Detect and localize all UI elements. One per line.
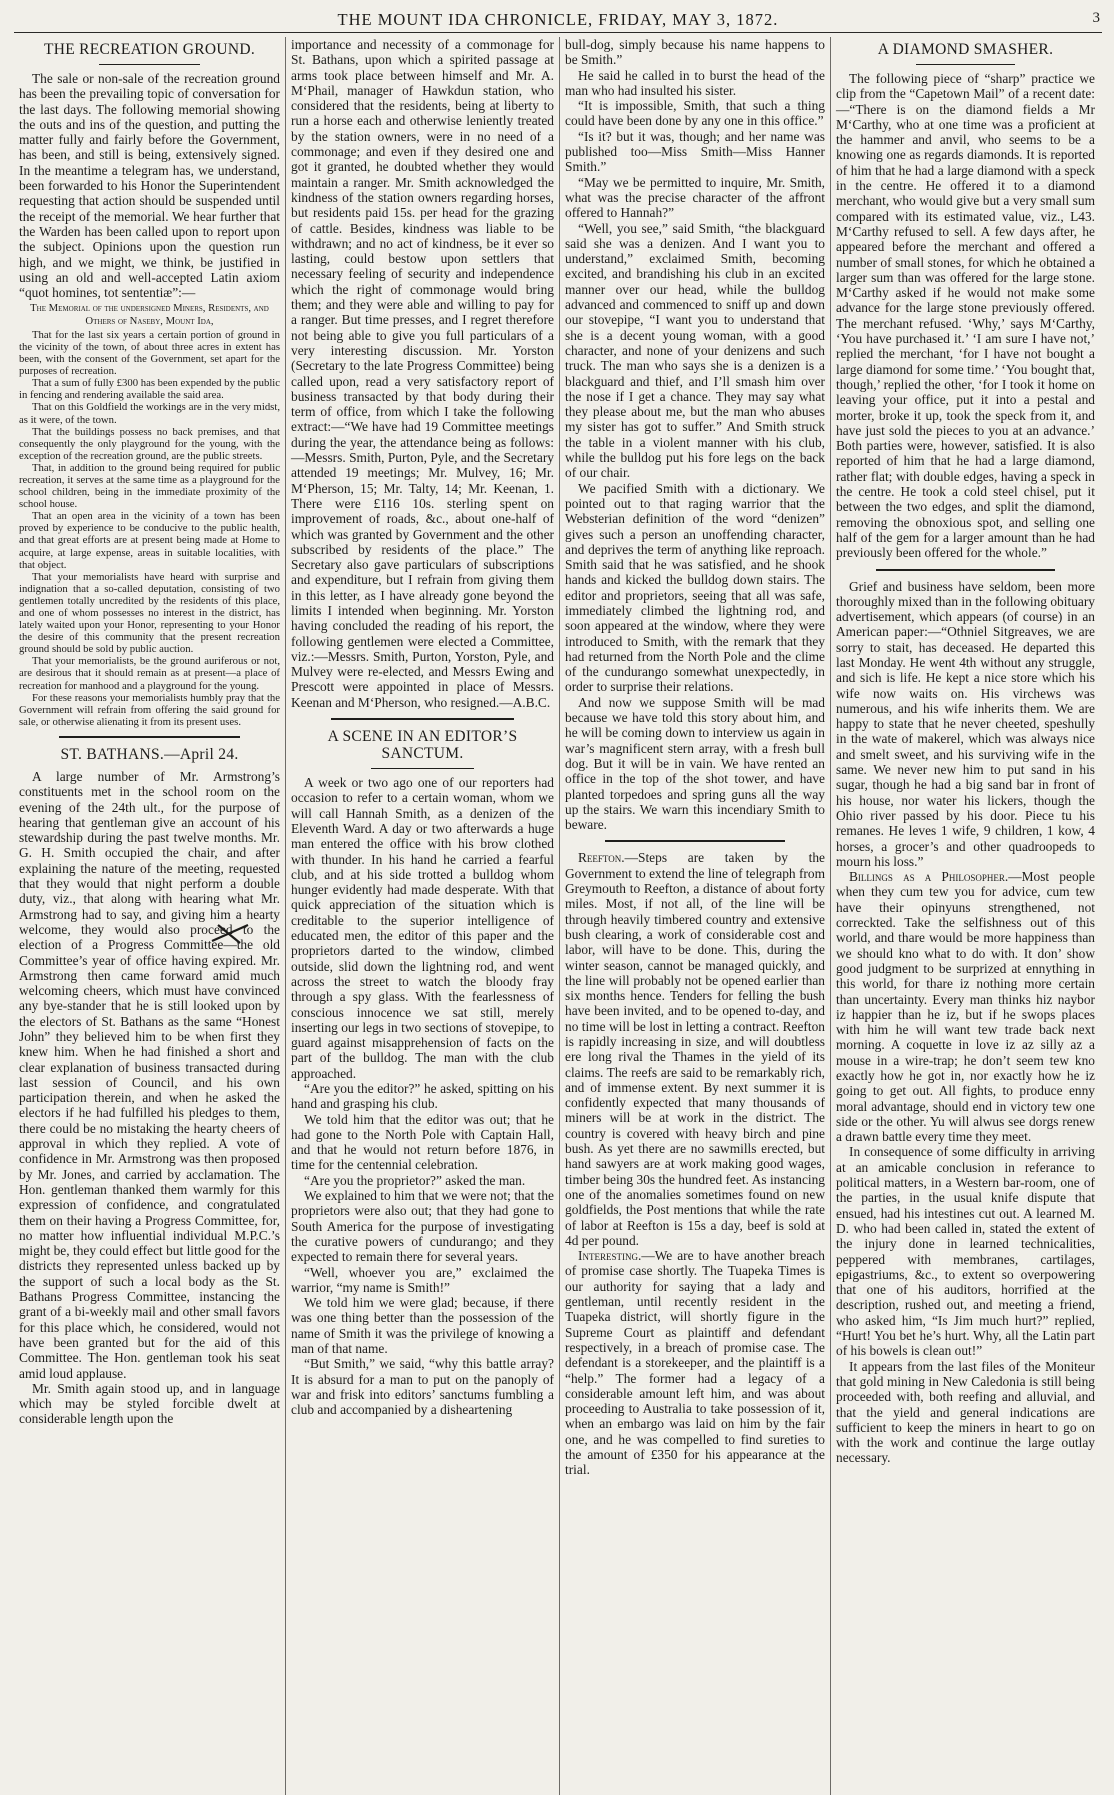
section-divider — [59, 736, 240, 738]
memorial-clause: That an open area in the vicinity of a town has been proved by experience to be conducive to the public health, and that great efforts are at present being made at Home to acquire, at large expense, areas in suitable localities, with that object. — [19, 510, 280, 571]
sanctum-paragraph: He said he called in to burst the head of the man who had insulted his sister. — [565, 67, 825, 98]
memorial-clause: For these reasons your memorialists humbly pray that the Government will refrain from offering the said ground for sale, or otherwise alienating it from its present uses. — [19, 691, 280, 728]
sanctum-paragraph: “It is impossible, Smith, that such a thing could have been done by any one in this office.” — [565, 98, 825, 129]
interesting-paragraph — [565, 1248, 825, 1477]
billings-paragraph — [836, 869, 1095, 1144]
divider — [371, 768, 474, 769]
sanctum-paragraph: “Well, you see,” said Smith, “the blackguard said she was a denizen. And I want you to understand,” exclaimed Smith, becoming excited, and brandishing his club in an excited manner over our head, while the bulldog advanced and commenced to sniff up and down our stovepipe, “I want you to understand that she is a decent young woman, with a good character, and none of your denizens and such truck. The man who says she is a denizen is a blackguard and thief, and I’ll smash him over the nose if I get a chance. They may say what they please about me, but the man who abuses my sister has got to suffer.” And Smith struck the table in a violent manner with his club, while the bulldog put his fore legs on the back of our chair. — [565, 220, 825, 481]
sanctum-paragraph: “Well, whoever you are,” exclaimed the warrior, “my name is Smith!” — [291, 1264, 554, 1295]
memorial-clause: That for the last six years a certain portion of ground in the vicinity of the town, of about three acres in extent has been, with the consent of the Government, set apart for the purposes of recreation. — [19, 328, 280, 378]
sanctum-paragraph: “But Smith,” we said, “why this battle array? It is absurd for a man to put on the panoply of war and frisk into editors’ sanctums fumbling a club and accompanied by a disheartening — [291, 1356, 554, 1418]
billings-label: Billings as a Philosopher. — [849, 869, 1009, 885]
obituary-paragraph: Grief and business have seldom, been more thoroughly mixed than in the following obituary advertisement, which appears (of course) in an American paper:—“Othniel Sitgreaves, we are sorry to stait, has deceased. He departed this last Monday. He went 4th without any struggle, and sich is life. He kept a nice store which his wife now waits on. His virchews was numerous, and his wife inherits them. We are happy to state that he never cheeted, speshully in the wate of makerel, which was always nice and smelt sweet, and his surviving wife in the same. We never new him to put sand in his sugar, though he had a big sand bar in front of his house, nor water his lickers, though the Ohio river passed by his door. Piece tu his remanes. He leves 1 wife, 9 children, 1 kow, 4 horses, a grocer’s and other quadroopeds to mourn his loss.” — [836, 578, 1095, 869]
st-bathans-paragraph: Mr. Smith again stood up, and in language which may be styled forcible dwelt at considerable length upon the — [19, 1380, 280, 1427]
recreation-ground-intro: The sale or non-sale of the recreation ground has been the prevailing topic of conversation for the last days. The following memorial showing the outs and ins of the question, and putting the matter fully and fairly before the Government, has been, and still is being, extensively signed. In the meantime a telegram has, we understand, been forwarded to his Honor the Superintendent requesting that action should be suspended until the receipt of the memorial. We hear further that the Warden has been called upon to report upon the subject. Opinions upon the question run high, and we might, we think, be justified in using an old and well-accepted Latin axiom “quot homines, tot sententiæ”:— — [19, 71, 280, 301]
interesting-text: —We are to have another breach of promise case shortly. The Tuapeka Times is our authority for saying that a lady and gentleman, until recently resident in the Tuapeka district, will shortly figure in the Supreme Court as plaintiff and defendant respectively, in a breach of promise case. The defendant is a storekeeper, and the plaintiff is a “help.” The former had a legacy of a considerable amount left him, and was about proceeding to Australia to take possession of it, when an embargo was laid on him by the fair one, and he was compelled to find sureties to the amount of £350 for his appearance at the trial. — [565, 1248, 825, 1478]
memorial-clause: That, in addition to the ground being required for public recreation, it serves at the same time as a playground for the school children, being in the immediate proximity of the school house. — [19, 461, 280, 511]
sanctum-paragraph: We told him we were glad; because, if there was one thing better than the possession of the name of Smith it was the privilege of knowing a man of that name. — [291, 1295, 554, 1357]
memorial-clause: That on this Goldfield the workings are in the very midst, as it were, of the town. — [19, 401, 280, 426]
column-2 — [285, 37, 559, 1795]
memorial-clause: That a sum of fully £300 has been expended by the public in fencing and rendering available the said area. — [19, 377, 280, 402]
recreation-ground-heading: THE RECREATION GROUND. — [43, 41, 256, 58]
sanctum-paragraph: “Are you the proprietor?” asked the man. — [304, 1172, 526, 1188]
memorial-clause: That your memorialists have heard with surprise and indignation that a so-called deputation, consisting of two gentlemen totally uncredited by the residents of this place, and one of whom possesses no interest in the district, has lately waited upon your Honor, representing to your Honor the desire of this community that the present recreation ground should be sold by public auction. — [19, 570, 280, 656]
interesting-label: Interesting. — [578, 1248, 642, 1264]
reefton-paragraph — [565, 850, 825, 1248]
reefton-label: Reefton. — [578, 850, 625, 866]
memorial-clause: That your memorialists, be the ground auriferous or not, are desirous that it should remain as at present—a place of recreation for manhood and a playground for the young. — [19, 655, 280, 692]
column-3 — [559, 37, 830, 1795]
sanctum-paragraph: “Is it? but it was, though; and her name was published too—Miss Smith—Miss Hanner Smith.” — [565, 128, 825, 175]
section-divider — [876, 569, 1055, 571]
western-bar-room-paragraph: In consequence of some difficulty in arriving at an amicable conclusion in referance to political matters, in a Western bar-room, one of the parties, in the usual knife dispute that ensued, had his intestines cut out. A learned M. D. who had been called in, stated the extent of the injury done in learned technicalities, peppered with membranes, cartilages, epigastriums, &c., to extent so overpowering that one of his auditors, horrified at the description, rushed out, and meeting a friend, who asked him, “Is Jim much hurt?” replied, “Hurt! You bet he’s hurt. Why, all the Latin part of his bowels is clean out!” — [836, 1144, 1095, 1359]
sanctum-paragraph: And now we suppose Smith will be mad because we have told this story about him, and he will be coming down to interview us again in war’s magnificent stern array, with a fresh bull dog. But it will be in vain. We have rented an office in the top of the shot tower, and have planted torpedoes and spring guns all the way up the stairs. We warn this incendiary Smith to beware. — [565, 694, 825, 833]
st-bathans-heading: ST. BATHANS.—April 24. — [60, 745, 239, 763]
sanctum-paragraph: We explained to him that we were not; that the proprietors were also out; that they had gone to South America for the purpose of investigating the curative powers of cundurango; and they expected to remain there for several years. — [291, 1188, 554, 1265]
new-caledonia-paragraph: It appears from the last files of the Moniteur that gold mining in New Caledonia is still being proceeded with, both reefing and alluvial, and that the yield and general indications are sufficient to keep the miners in heart to go on with the work and continue the large outlay necessary. — [836, 1358, 1095, 1466]
divider — [99, 64, 200, 65]
section-divider — [331, 718, 514, 720]
diamond-paragraph: The following piece of “sharp” practice we clip from the “Capetown Mail” of a recent date:—“There is on the diamond fields a Mr M‘Carthy, who at one time was a proficient at the hammer and anvil, who seems to be a knowing one as regards diamonds. It is reported of him that he had a large diamond with a speck in the centre. He offered it to a diamond merchant, who would give but a very small sum compared with its estimated value, viz., L43. M‘Carthy refused to sell. A few days after, he appeared before the merchant and offered a number of small stones, for which he obtained a larger sum than was offered for the large stone. M‘Carthy asked if he would not make some advance for the large stone previously offered. The merchant refused. ‘Why,’ says M‘Carthy, ‘You have purchased it.’ ‘I am sure I have not,’ replied the merchant, ‘for I have not bought a large diamond for some time.’ ‘You bought that, though,’ replied the other, ‘for I took it home on leaving your office, put it into a pestal and morter, broke it up, took the speck from it, and have just sold the pieces to you at an advance.’ Both parties were, however, satisfied. It is also reported of him that he had a large diamond, rather flat; with double edges, having a speck in the centre. He took a cold steel chisel, put it between the two edges, and split the diamond, removing the obnoxious spot, and selling one half of the gem for a larger amount than he had previously been offered for the whole.” — [836, 71, 1095, 561]
sanctum-paragraph: “Are you the editor?” he asked, spitting on his hand and grasping his club. — [291, 1081, 554, 1112]
page-number: 3 — [1092, 10, 1100, 26]
column-4 — [830, 37, 1100, 1795]
memorial-heading: The Memorial of the undersigned Miners, Residents, and Others of Naseby, Mount Ida, — [30, 302, 269, 327]
sanctum-continued: bull-dog, simply because his name happens to be Smith.” — [565, 37, 825, 68]
column-1 — [14, 37, 285, 1795]
article-columns — [14, 37, 1102, 1795]
reefton-text: —Steps are taken by the Government to extend the line of telegraph from Greymouth to Reefton, a distance of about forty miles. Most, if not all, of the line will be through heavily timbered country and extensive bush clearing, a work of considerable cost and labor, will have to be done. This, during the winter season, cannot be managed quickly, and the line will probably not be opened earlier than six months hence. Tenders for felling the bush have been invited, and to be opened to-day, and no time will be lost in letting a contract. Reefton is rapidly increasing in size, and will doubtless ere long rival the Thames in the yield of its claims. The reefs are said to be remarkably rich, and of immense extent. By next summer it is confidently expected that many thousands of miners will be at work in the district. The country is covered with heavy birch and pine bush. As yet there are no sawmills erected, but hand sawyers are at work making good wages, timber being 30s the hundred feet. As instancing one of the anomalies sometimes found on new goldfields, the Post mentions that while the rate of labor at Reefton is 15s a day, beef is sold at 4d per pound. — [565, 850, 825, 1248]
pen-mark-icon — [210, 921, 250, 945]
sanctum-paragraph: “May we be permitted to inquire, Mr. Smith, what was the precise character of the affront offered to Hannah?” — [565, 174, 825, 221]
billings-text: —Most people when they cum tew you for advice, cum tew have their opinyuns strengthened, not correckted. Take the selfishness out of this world, and thare would be more happiness than we should kno what to do with. It don’ show good judgment to be surprized at ennything in this world, for thare iz nothing more certain than uncertainty. Every man thinks hiz naybor iz happier than he iz, but if he swops places with him he will want tew trade back next morning. A coquette in love iz az silly az a mouse in a wire-trap; he don’t seem tew kno exactly how he got in, nor exactly how he iz going to get out. All fights, to produce enny moral advantage, should end in victory tew one side or the other. Yu will alwus see dorgs renew a drawn battle every time they meet. — [836, 869, 1095, 1145]
st-bathans-paragraph: A large number of Mr. Armstrong’s constituents met in the school room on the evening of the 24th ult., for the purpose of hearing that gentleman give an account of his stewardship during the past twelve months. Mr. G. H. Smith occupied the chair, and after explaining the nature of the meeting, requested that they would that night perform a double duty, viz., that along with hearing what Mr. Armstrong had to say, and giving him a hearty welcome, they would also proceed to the election of a Progress Committee—the old Committee’s year of office having expired. Mr. Armstrong then came forward amid much welcoming cheers, which must have convinced any bye-stander that he is still looked upon by the electors of St. Bathans as the same “Honest John” they believed him to be when first they knew him. When he had finished a short and clear explanation of business transacted during last session of Council, and his own participation therein, and when he asked the electors if he had fulfilled his pledges to them, there could be no mistaking the hearty cheers of approval in which they replied. A vote of confidence in Mr. Armstrong was then proposed by Mr. Jones, and carried by acclamation. The Hon. gentleman thanked them warmly for this expression of confidence, and congratulated them on their having a Progress Committee, for, no matter how influential individual M.P.C.’s might be, they could effect but little good for the districts they represented unless backed up by the support of such a local body as the St. Bathans Progress Committee, instancing the grant of a bi-weekly mail and other small favors for this place which, he considered, would not have been granted but for the aid of this Committee. The Hon. gentleman took his seat amid loud applause. — [19, 768, 280, 1381]
sanctum-paragraph: We told him that the editor was out; that he had gone to the North Pole with Captain Hall, and that he would not return before 1876, in time for the centennial celebration. — [291, 1111, 554, 1173]
memorial-clause: That the buildings possess no back premises, and that consequently the only playground for the young, with the exception of the recreation ground, are the public streets. — [19, 425, 280, 462]
divider — [916, 64, 1015, 65]
sanctum-paragraph: We pacified Smith with a dictionary. We pointed out to that raging warrior that the Websterian definition of the word “denizen” gives such a person an unoffending character, and deprives the term of anything like reproach. Smith said that he was satisfied, and he shook hands and kicked the bulldog down stairs. The editor and proprietors, seeing that all was safe, immediately climbed the lightning rod, and soon appeared at the window, where they were introduced to Smith, with the remark that they had returned from the North Pole and the clime of the cundurango somewhat unexpectedly, in order to surprise their relations. — [565, 480, 825, 695]
masthead — [14, 6, 1102, 33]
section-divider — [605, 840, 785, 842]
newspaper-title: THE MOUNT IDA CHRONICLE, FRIDAY, MAY 3, 1872. — [337, 10, 779, 29]
editor-sanctum-heading: A SCENE IN AN EDITOR’S SANCTUM. — [327, 728, 518, 763]
sanctum-paragraph: A week or two ago one of our reporters had occasion to refer to a certain woman, whom we will call Hannah Smith, as a denizen of the Eleventh Ward. A day or two afterwards a huge man entered the office with his brow clothed with thunder. In his hand he carried a fearful club, and at his side trotted a bulldog whom hunger evidently had made desperate. With that quick appreciation of the situation which is creditable to the superior intelligence of educated men, the editor of this paper and the proprietors darted to the window, climbed outside, slid down the lightning rod, and went across the street to watch the bloody fray through a spy glass. With the fearlessness of conscious innocence we sat still, merely inserting our legs in two sections of stovepipe, to guard against misapprehension of facts on the part of the bulldog. The man with the club approached. — [291, 775, 554, 1081]
st-bathans-continued: importance and necessity of a commonage for St. Bathans, upon which a spirited passage at arms took place between himself and Mr. A. M‘Phail, manager of Hawkdun station, who considered that the residents, being at liberty to run a horse each and otherwise leniently treated by the station owners, were in no need of a commonage; and even if they desired one and got it granted, he doubted whether they would maintain a ranger. Mr. Smith acknowledged the kindness of the station owners regarding horses, but residents paid 15s. per head for the grazing of cattle. Besides, kindness was liable to be withdrawn; and no act of kindness, be it ever so lasting, could bestow upon settlers that necessary feeling of security and independence which the right of commonage would bring them; and they were able and willing to pay for a ranger. But time presses, and I regret therefore not being able to give you full particulars of a very interesting discussion. Mr. Yorston (Secretary to the late Progress Committee) being called upon, read a very satisfactory report of business transacted by that body during their term of office, from which I take the following extract:—“We have had 19 Committee meetings during the year, the attendance being as follows:—Messrs. Smith, Purton, Pyle, and the Secretary attended 19 meetings; Mr. Mulvey, 16; Mr. M‘Pherson, 15; Mr. Talty, 14; Mr. Keenan, 1. There were £116 10s. sterling spent on improvement of roads, &c., about one-half of which was granted by Government and the other subscribed by residents of the place.” The Secretary also gave particulars of subscriptions and expenditure, but I refrain from giving them in this letter, as I have already gone beyond the limits I intended when beginning. Mr. Yorston having concluded the reading of his report, the following gentlemen were elected a Committee, viz.:—Messrs. Smith, Purton, Yorston, Pyle, and Mulvey were re-elected, and Messrs Ewing and Prescott were appointed in place of Messrs. Keenan and M‘Pherson, who resigned.—A.B.C. — [291, 37, 554, 710]
diamond-smasher-heading: A DIAMOND SMASHER. — [877, 41, 1054, 58]
